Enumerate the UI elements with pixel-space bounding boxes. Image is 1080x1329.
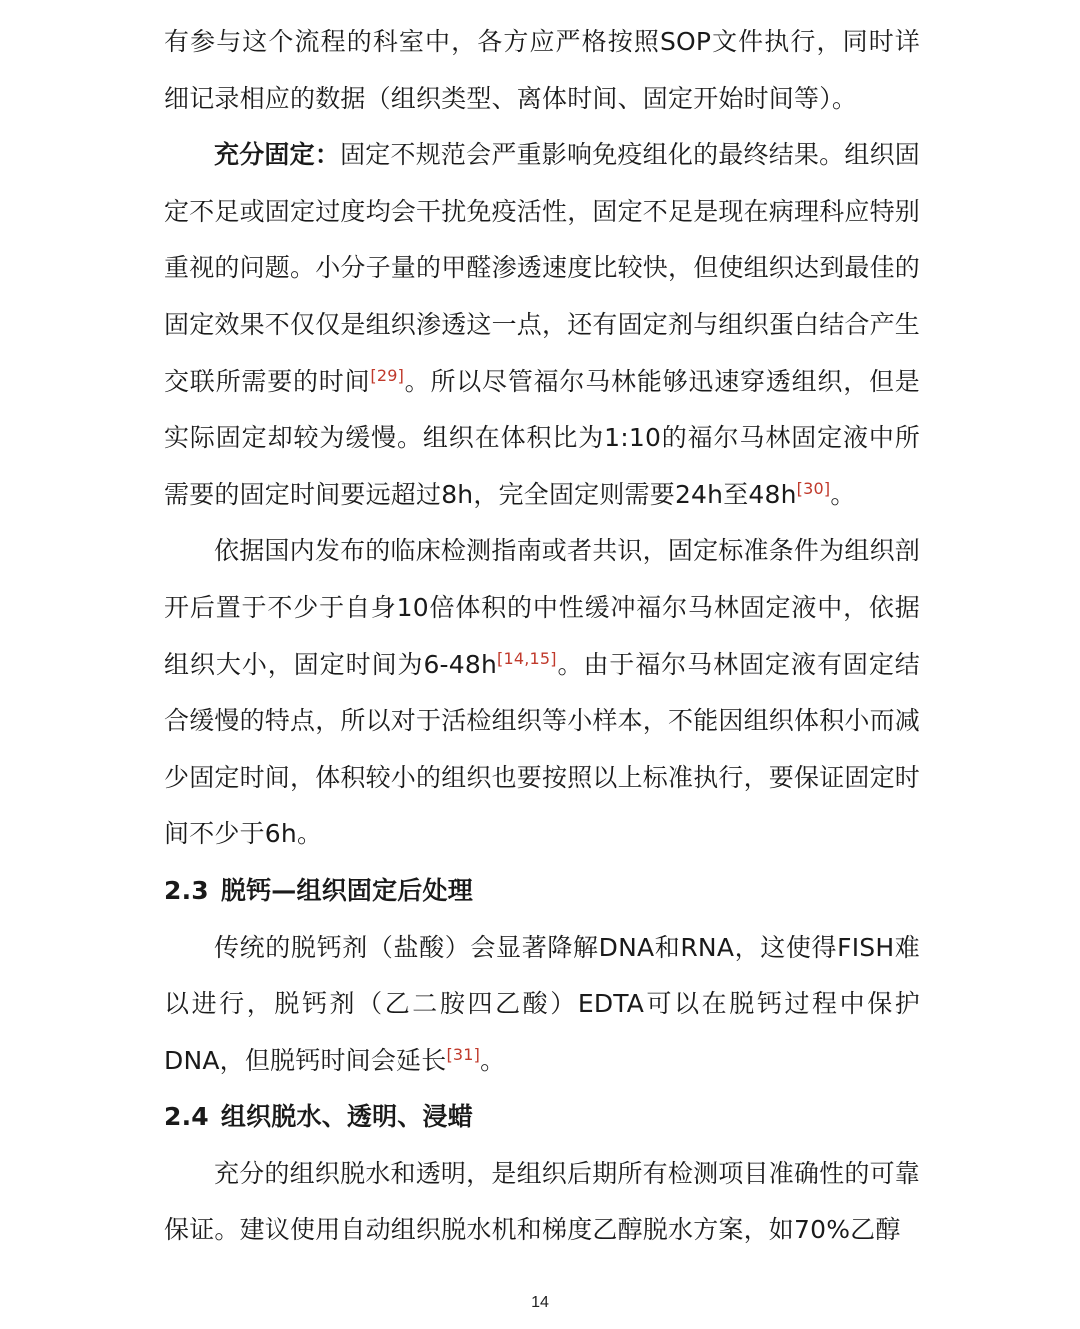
citation-14-15[interactable]: [14,15] — [497, 648, 557, 668]
paragraph-text: 。由于福尔马林固定液有固定结合缓慢的特点，所以对于活检组织等小样本，不能因组织体积小而减少固定时间，体积较小的组织也要按照以上标准执行，要保证固定时间不少于6h。 — [164, 649, 921, 849]
section-title: 组织脱水、透明、浸蜡 — [220, 1102, 473, 1132]
section-heading-2-3 — [164, 863, 920, 920]
page-number: 14 — [531, 1294, 549, 1311]
paragraph-text: 。所以尽管福尔马林能够迅速穿透组织，但是实际固定却较为缓慢。组织在体积比为1:10的福尔马林固定液中所需要的固定时间要远超过8h，完全固定则需要24h至48h — [164, 366, 920, 509]
paragraph-text: 。 — [830, 479, 856, 509]
paragraph-text: 有参与这个流程的科室中，各方应严格按照SOP文件执行，同时详细记录相应的数据（组织类型、离体时间、固定开始时间等）。 — [164, 27, 920, 113]
paragraph-sop — [164, 14, 920, 127]
citation-31[interactable]: [31] — [446, 1044, 481, 1064]
citation-30[interactable]: [30] — [796, 478, 831, 498]
paragraph-dehydration — [164, 1146, 920, 1259]
page-body — [164, 14, 920, 1259]
section-title: 脱钙—组织固定后处理 — [220, 875, 473, 905]
section-number: 2.4 — [164, 1102, 209, 1132]
paragraph-text: 传统的脱钙剂（盐酸）会显著降解DNA和RNA，这使得FISH难以进行，脱钙剂（乙二胺四乙酸）EDTA可以在脱钙过程中保护DNA，但脱钙时间会延长 — [164, 932, 920, 1075]
section-number: 2.3 — [164, 875, 209, 905]
paragraph-guidelines — [164, 523, 920, 863]
paragraph-fixation — [164, 127, 920, 523]
paragraph-text: 依据国内发布的临床检测指南或者共识，固定标准条件为组织剖开后置于不少于自身10倍体积的中性缓冲福尔马林固定液中，依据组织大小，固定时间为6-48h — [164, 536, 920, 679]
citation-29[interactable]: [29] — [370, 365, 405, 385]
paragraph-decalcification — [164, 920, 920, 1090]
section-heading-2-4 — [164, 1089, 920, 1146]
paragraph-text: 充分的组织脱水和透明，是组织后期所有检测项目准确性的可靠保证。建议使用自动组织脱水机和梯度乙醇脱水方案，如70%乙醇 — [164, 1158, 920, 1245]
paragraph-text: 固定不规范会严重影响免疫组化的最终结果。组织固定不足或固定过度均会干扰免疫活性，固定不足是现在病理科应特别重视的问题。小分子量的甲醛渗透速度比较快，但使组织达到最佳的固定效果不仅仅是组织渗透这一点，还有固定剂与组织蛋白结合产生交联所需要的时间 — [164, 140, 921, 396]
paragraph-text: 。 — [480, 1045, 506, 1075]
paragraph-lead: 充分固定： — [214, 140, 341, 170]
